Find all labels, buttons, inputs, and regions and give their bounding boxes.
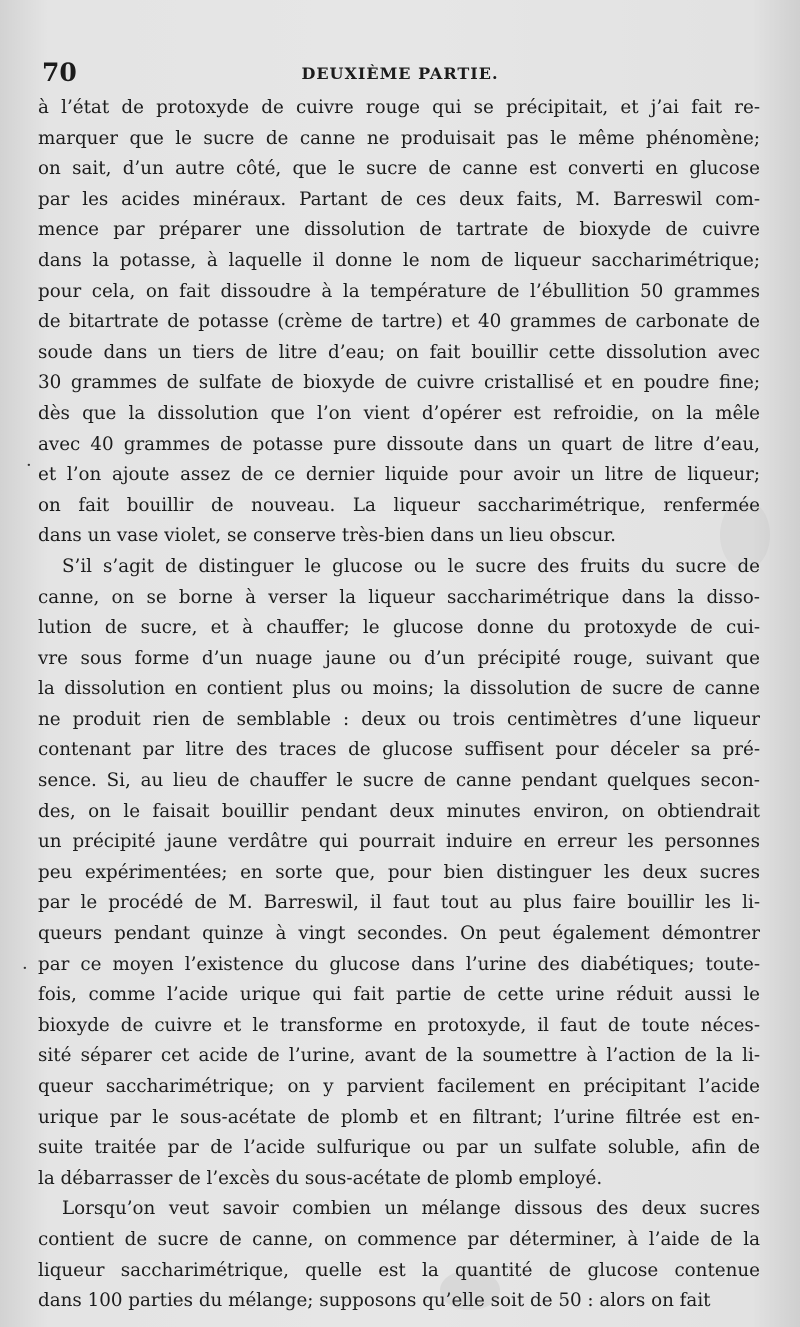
text-line: mence par préparer une dissolution de tartrate de bioxyde de cuivre	[38, 219, 760, 241]
running-head: DEUXIÈME PARTIE.	[301, 64, 499, 83]
text-line: peu expérimentées; en sorte que, pour bien distinguer les deux sucres	[38, 861, 760, 883]
text-line: soude dans un tiers de litre d’eau; on fait bouillir cette dissolution avec	[38, 341, 760, 363]
text-line: par ce moyen l’existence du glucose dans l’urine des diabétiques; toute-	[38, 953, 760, 975]
body-text	[38, 93, 760, 1317]
text-line: vre sous forme d’un nuage jaune ou d’un précipité rouge, suivant que	[38, 647, 760, 669]
text-line: dans un vase violet, se conserve très-bien dans un lieu obscur.	[38, 525, 616, 547]
text-line: sence. Si, au lieu de chauffer le sucre de canne pendant quelques secon-	[38, 770, 760, 792]
text-line: la dissolution en contient plus ou moins; la dissolution de sucre de canne	[38, 678, 760, 700]
text-line: et l’on ajoute assez de ce dernier liquide pour avoir un litre de liqueur;	[38, 464, 760, 486]
paragraph	[38, 552, 760, 1194]
text-line: bioxyde de cuivre et le transforme en protoxyde, il faut de toute néces-	[38, 1014, 760, 1036]
text-line: on fait bouillir de nouveau. La liqueur saccharimétrique, renfermée	[38, 494, 760, 516]
paragraph	[38, 1194, 760, 1316]
text-line: marquer que le sucre de canne ne produisait pas le même phénomène;	[38, 127, 760, 149]
text-line: on sait, d’un autre côté, que le sucre de canne est converti en glucose	[38, 158, 760, 180]
page-header	[38, 58, 762, 92]
text-line: queur saccharimétrique; on y parvient facilement en précipitant l’acide	[38, 1076, 760, 1097]
text-line: canne, on se borne à verser la liqueur saccharimétrique dans la disso-	[38, 586, 760, 608]
text-line: S’il s’agit de distinguer le glucose ou le sucre des fruits du sucre de	[62, 555, 760, 577]
text-line: contient de sucre de canne, on commence par déterminer, à l’aide de la	[38, 1228, 760, 1250]
margin-mark: ·	[26, 455, 32, 476]
text-line: contenant par litre des traces de glucose suffisent pour déceler sa pré-	[38, 739, 760, 761]
text-line: dès que la dissolution que l’on vient d’opérer est refroidie, on la mêle	[38, 402, 760, 424]
text-line: 30 grammes de sulfate de bioxyde de cuivre cristallisé et en poudre fine;	[38, 372, 760, 394]
text-line: à l’état de protoxyde de cuivre rouge qui se précipitait, et j’ai fait re-	[38, 97, 760, 118]
text-line: de bitartrate de potasse (crème de tartre) et 40 grammes de carbonate de	[38, 311, 760, 333]
text-line: fois, comme l’acide urique qui fait partie de cette urine réduit aussi le	[38, 984, 760, 1006]
text-line: lution de sucre, et à chauffer; le glucose donne du protoxyde de cui-	[38, 617, 760, 639]
text-line: pour cela, on fait dissoudre à la température de l’ébullition 50 grammes	[38, 280, 760, 302]
text-line: ne produit rien de semblable : deux ou trois centimètres d’une liqueur	[38, 708, 760, 730]
text-line: dans 100 parties du mélange; supposons qu’elle soit de 50 : alors on fait	[38, 1290, 711, 1312]
margin-mark: ·	[22, 958, 28, 979]
text-line: queurs pendant quinze à vingt secondes. On peut également démontrer	[38, 923, 760, 945]
text-line: des, on le faisait bouillir pendant deux minutes environ, on obtiendrait	[38, 800, 760, 822]
page-number: 70	[42, 58, 77, 87]
text-line: suite traitée par de l’acide sulfurique ou par un sulfate soluble, afin de	[38, 1137, 760, 1159]
text-line: dans la potasse, à laquelle il donne le nom de liqueur saccharimétrique;	[38, 249, 760, 271]
text-line: urique par le sous-acétate de plomb et en filtrant; l’urine filtrée est en-	[38, 1106, 760, 1128]
text-line: sité séparer cet acide de l’urine, avant de la soumettre à l’action de la li-	[38, 1045, 760, 1067]
paragraph	[38, 93, 760, 552]
text-line: Lorsqu’on veut savoir combien un mélange dissous des deux sucres	[62, 1198, 760, 1220]
text-line: la débarrasser de l’excès du sous-acétate de plomb employé.	[38, 1167, 603, 1189]
text-line: liqueur saccharimétrique, quelle est la quantité de glucose contenue	[38, 1259, 760, 1281]
text-line: un précipité jaune verdâtre qui pourrait induire en erreur les personnes	[38, 831, 760, 853]
text-line: par le procédé de M. Barreswil, il faut tout au plus faire bouillir les li-	[38, 892, 760, 914]
text-line: avec 40 grammes de potasse pure dissoute dans un quart de litre d’eau,	[38, 433, 760, 455]
text-line: par les acides minéraux. Partant de ces deux faits, M. Barreswil com-	[38, 188, 760, 210]
